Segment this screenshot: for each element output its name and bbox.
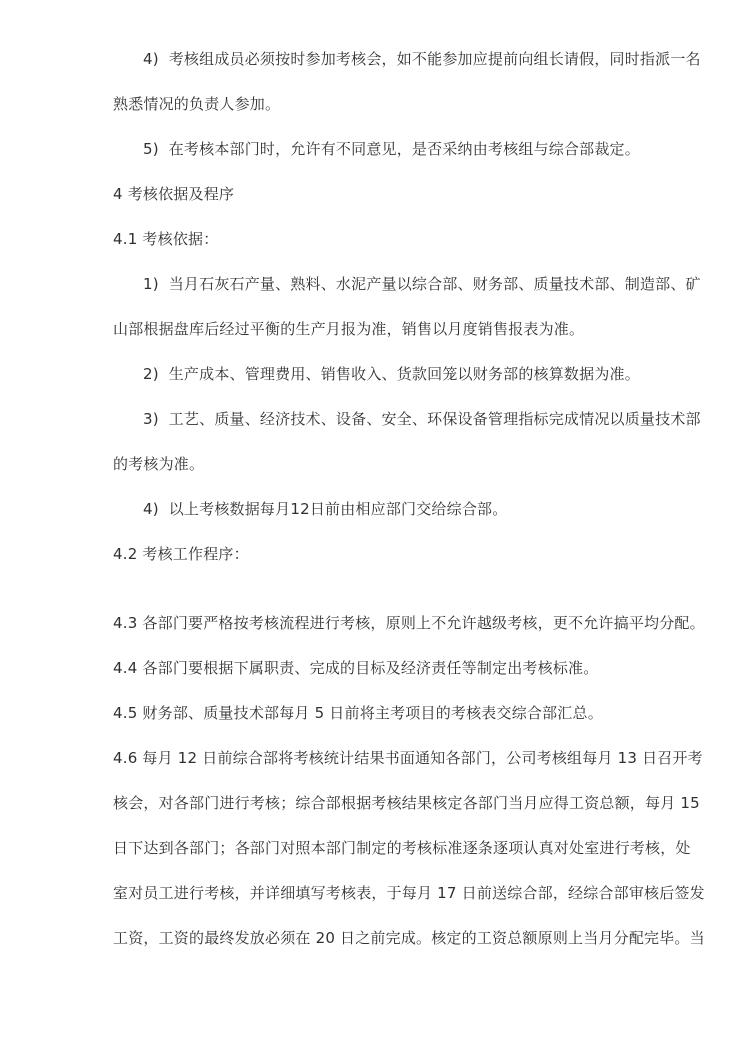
text-line: 核会，对各部门进行考核；综合部根据考核结果核定各部门当月应得工资总额，每月 15 xyxy=(113,794,700,812)
text-line: 山部根据盘库后经过平衡的生产月报为准，销售以月度销售报表为准。 xyxy=(113,320,585,338)
text-line: 4.3 各部门要严格按考核流程进行考核，原则上不允许越级考核，更不允许搞平均分配。 xyxy=(113,614,705,632)
blank-line xyxy=(113,577,698,601)
text-line: 4.6 每月 12 日前综合部将考核统计结果书面通知各部门，公司考核组每月 13 日召开考 xyxy=(113,749,703,767)
text-line: 熟悉情况的负责人参加。 xyxy=(113,95,281,113)
heading-line: 4.2 考核工作程序： xyxy=(113,545,249,563)
list-item-line: 1) 当月石灰石产量、熟料、水泥产量以综合部、财务部、质量技术部、制造部、矿 xyxy=(143,275,701,293)
list-item-line: 4) 以上考核数据每月12日前由相应部门交给综合部。 xyxy=(143,500,508,518)
list-item-line: 5) 在考核本部门时，允许有不同意见，是否采纳由考核组与综合部裁定。 xyxy=(143,140,640,158)
heading-line: 4.1 考核依据： xyxy=(113,230,219,248)
document-content xyxy=(113,37,705,961)
list-item-line: 4) 考核组成员必须按时参加考核会，如不能参加应提前向组长请假，同时指派一名 xyxy=(143,50,701,68)
heading-line: 4 考核依据及程序 xyxy=(113,185,235,203)
text-line: 4.4 各部门要根据下属职责、完成的目标及经济责任等制定出考核标准。 xyxy=(113,659,599,677)
text-line: 的考核为准。 xyxy=(113,455,205,473)
text-line: 室对员工进行考核，并详细填写考核表，于每月 17 日前送综合部，经综合部审核后签发 xyxy=(113,884,705,902)
list-item-line: 2) 生产成本、管理费用、销售收入、货款回笼以财务部的核算数据为准。 xyxy=(143,365,640,383)
text-line: 工资，工资的最终发放必须在 20 日之前完成。核定的工资总额原则上当月分配完毕。当 xyxy=(113,929,705,947)
text-line: 日下达到各部门；各部门对照本部门制定的考核标准逐条逐项认真对处室进行考核，处 xyxy=(113,839,691,857)
list-item-line: 3) 工艺、质量、经济技术、设备、安全、环保设备管理指标完成情况以质量技术部 xyxy=(143,410,701,428)
text-line: 4.5 财务部、质量技术部每月 5 日前将主考项目的考核表交综合部汇总。 xyxy=(113,704,603,722)
